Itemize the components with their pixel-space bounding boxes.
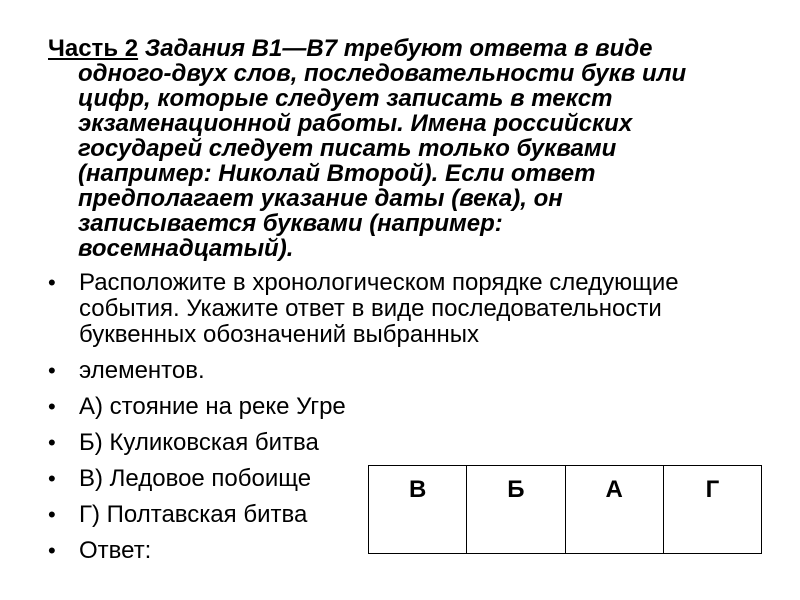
intro-line: восемнадцатый). xyxy=(78,235,294,262)
answer-label-text: Ответ: xyxy=(79,537,152,564)
intro-line: государей следует писать только буквами xyxy=(78,135,617,162)
option-d-text: Г) Полтавская битва xyxy=(79,501,308,528)
intro-line: одного-двух слов, последовательности букв или xyxy=(78,60,687,87)
task-instruction-end xyxy=(48,358,778,384)
option-a-text: А) стояние на реке Угре xyxy=(79,393,346,420)
intro-line: записывается буквами (например: xyxy=(78,210,503,237)
intro-line: предполагает указание даты (века), он xyxy=(78,185,563,212)
option-a xyxy=(48,394,778,420)
intro-line-1 xyxy=(48,36,760,61)
answer-cell-1: В xyxy=(369,466,467,554)
option-c-text: В) Ледовое побоище xyxy=(79,465,312,492)
option-b-text: Б) Куликовская битва xyxy=(79,429,319,456)
task-instruction-text: Расположите в хронологическом порядке следующие события. Укажите ответ в виде последовательности буквенных обозначений выбранных xyxy=(79,269,679,348)
answer-cell-4: Г xyxy=(663,466,761,554)
intro-line: цифр, которые следует записать в текст xyxy=(78,85,613,112)
answer-row xyxy=(369,466,762,554)
answer-table xyxy=(368,465,762,554)
intro-continuation xyxy=(48,61,760,261)
part-heading: Часть 2 xyxy=(48,35,139,62)
instructions-block xyxy=(48,36,760,261)
option-b xyxy=(48,430,778,456)
intro-line: экзаменационной работы. Имена российских xyxy=(78,110,633,137)
task-instruction-end-text: элементов. xyxy=(79,357,205,384)
intro-line: (например: Николай Второй). Если ответ xyxy=(78,160,596,187)
answer-cell-2: Б xyxy=(467,466,565,554)
intro-line-text: Задания В1—В7 требуют ответа в виде xyxy=(144,35,653,62)
task-instruction xyxy=(48,270,778,348)
answer-cell-3: А xyxy=(565,466,663,554)
